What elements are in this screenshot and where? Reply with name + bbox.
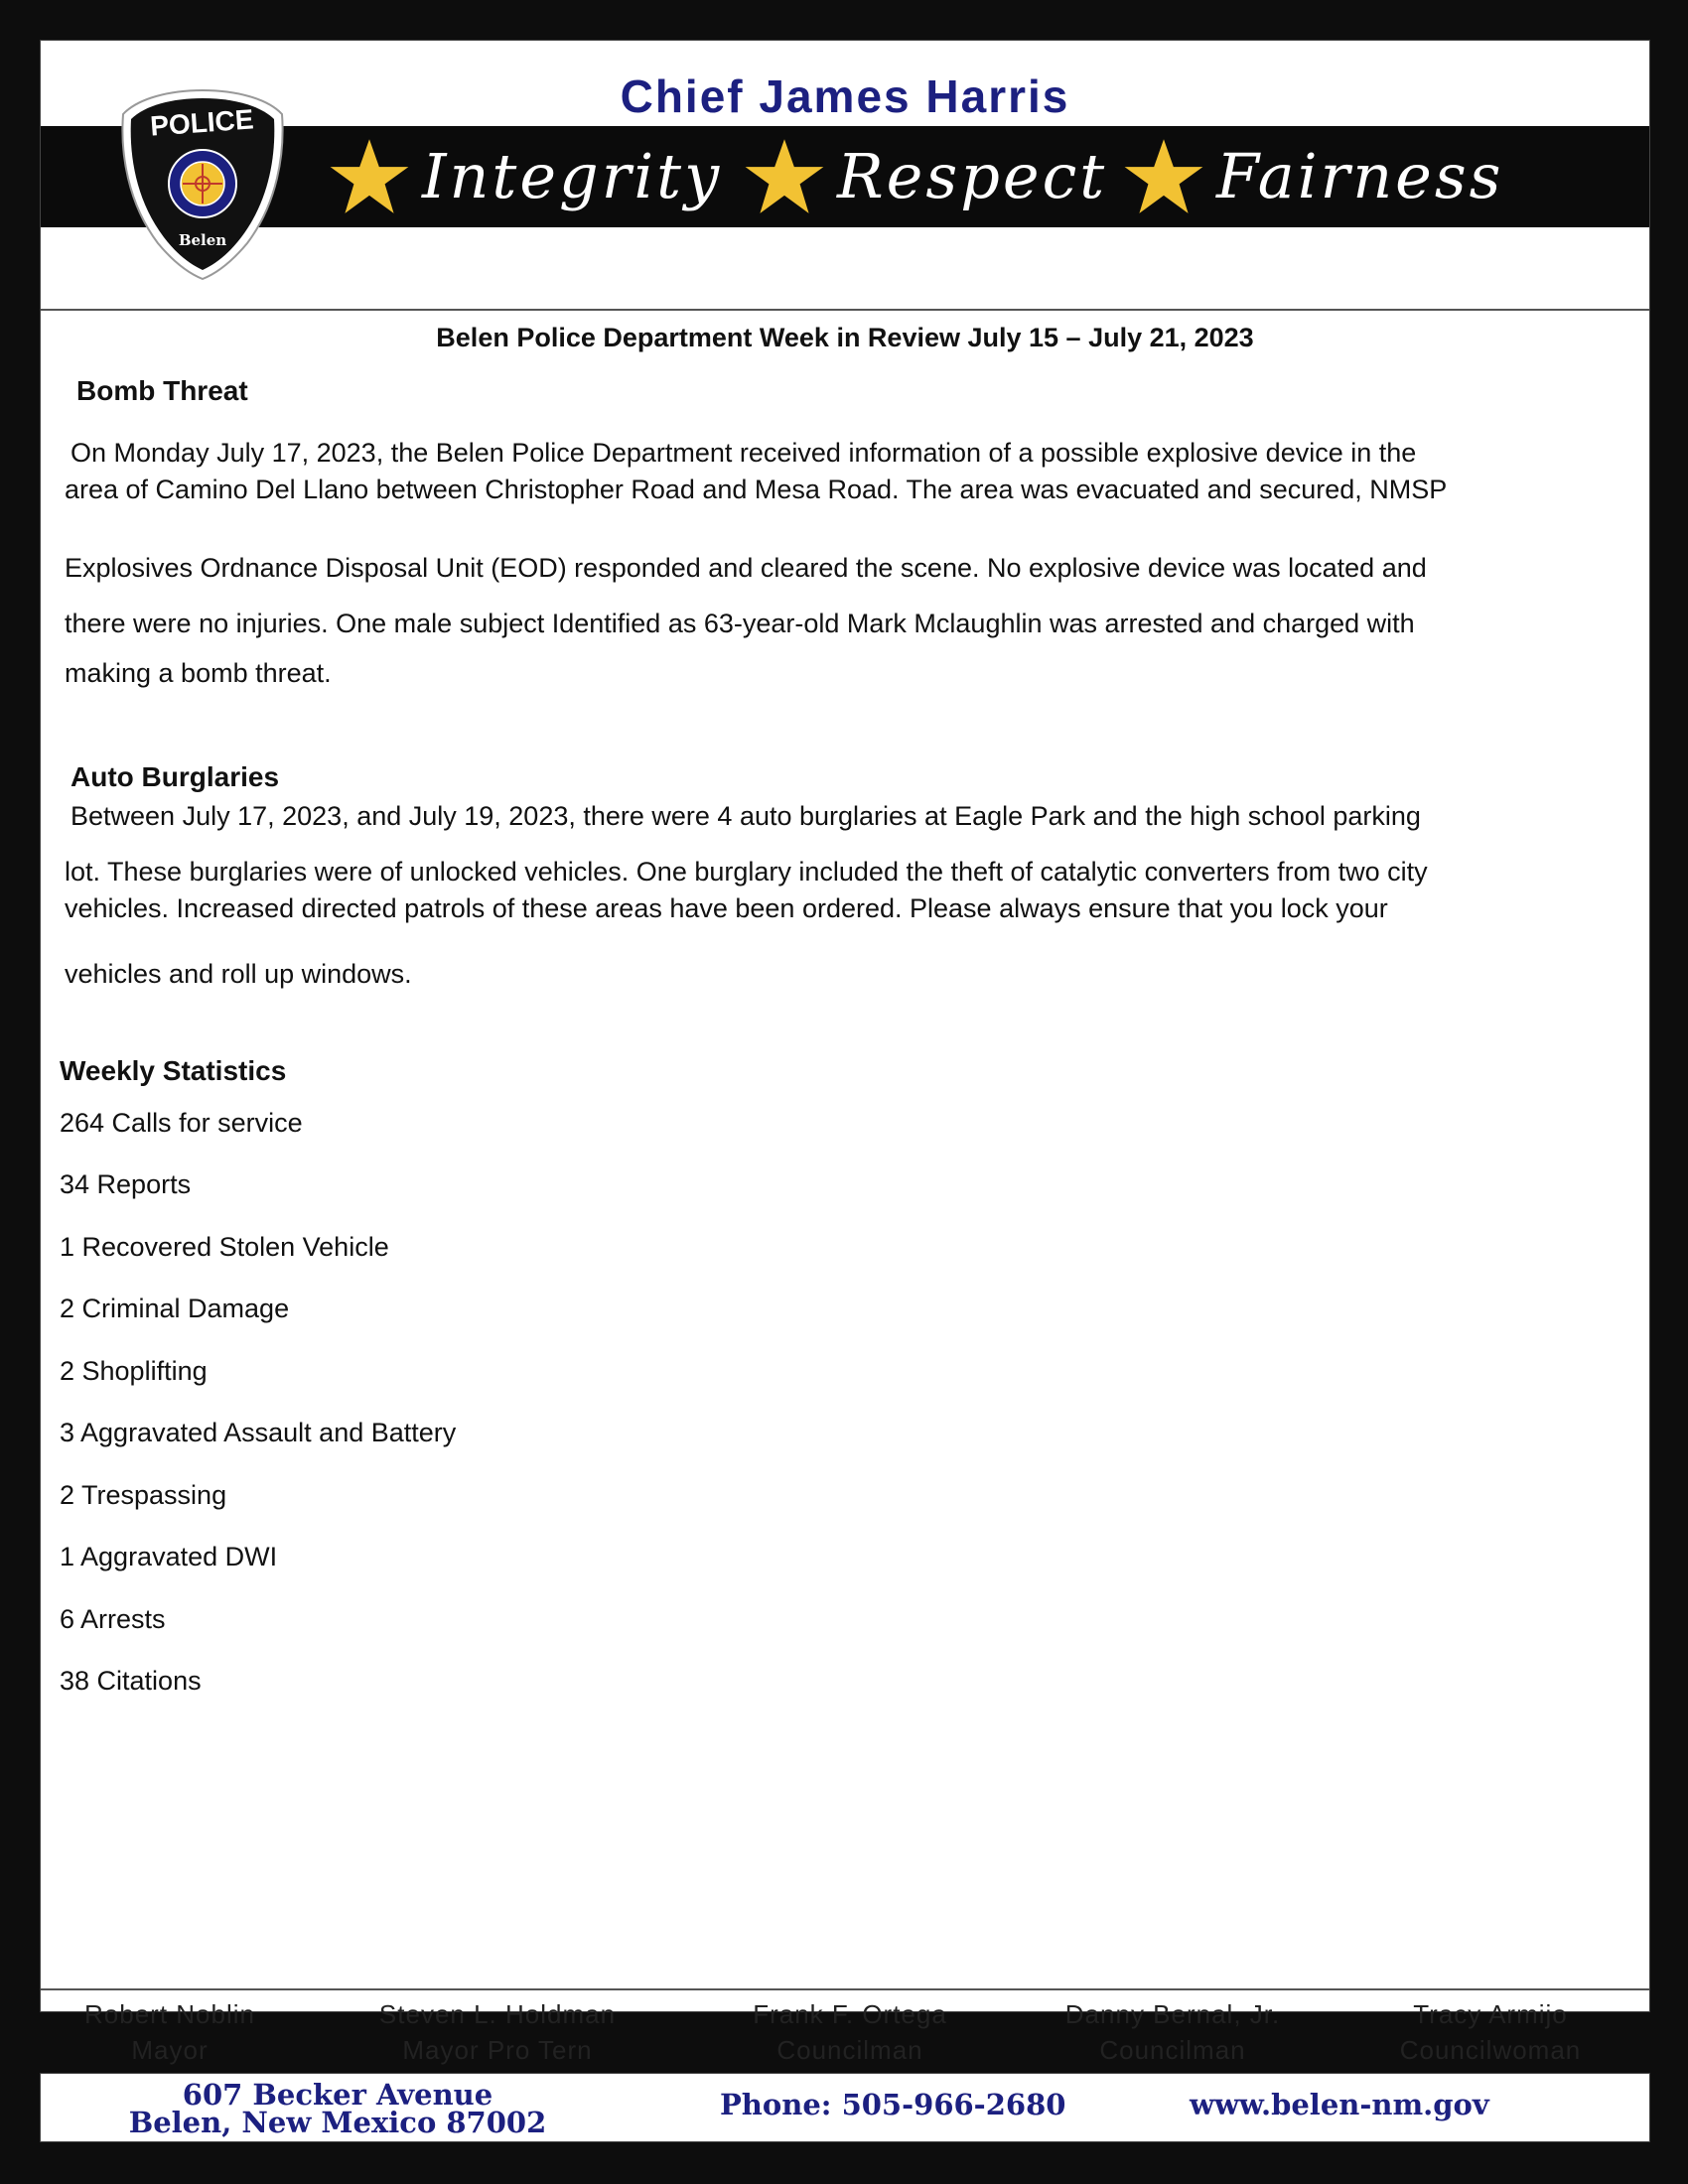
statistic-item: 2 Shoplifting	[60, 1356, 208, 1386]
official-title: Mayor Pro Tern	[402, 2035, 593, 2065]
section-heading-bomb-threat: Bomb Threat	[76, 375, 248, 406]
section-heading-weekly-statistics: Weekly Statistics	[60, 1055, 287, 1086]
official-name: Steven L. Holdman	[378, 1999, 617, 2029]
motto-respect	[744, 126, 1107, 227]
chief-name: Chief James Harris	[620, 70, 1070, 122]
star-icon	[329, 136, 410, 217]
website-link[interactable]: www.belen-nm.gov	[1190, 2088, 1489, 2121]
footer-divider	[41, 1988, 1649, 1990]
motto-word: Respect	[837, 140, 1108, 212]
statistic-item: 6 Arrests	[60, 1604, 166, 1634]
motto-integrity	[329, 126, 722, 227]
official-title: Mayor	[131, 2035, 209, 2065]
official-mayor-pro-tem	[339, 1996, 656, 2068]
official-councilman-ortega	[701, 1996, 999, 2068]
svg-text:Belen: Belen	[178, 231, 227, 249]
star-icon	[744, 136, 825, 217]
official-name: Robert Noblin	[84, 1999, 255, 2029]
week-in-review-title: Belen Police Department Week in Review July 15 – July 21, 2023	[436, 323, 1254, 352]
statistic-item: 2 Criminal Damage	[60, 1294, 290, 1323]
official-title: Councilman	[776, 2035, 923, 2065]
motto-fairness	[1123, 126, 1504, 227]
statistic-item: 38 Citations	[60, 1666, 202, 1696]
paragraph-line: On Monday July 17, 2023, the Belen Police Department received information of a possible explosive device in the	[70, 438, 1417, 468]
paragraph-line: Explosives Ordnance Disposal Unit (EOD) responded and cleared the scene. No explosive device was located and	[65, 553, 1427, 583]
official-title: Councilman	[1099, 2035, 1246, 2065]
phone-number: Phone: 505-966-2680	[720, 2088, 1066, 2121]
section-heading-auto-burglaries: Auto Burglaries	[70, 761, 280, 792]
svg-text:POLICE: POLICE	[149, 103, 255, 142]
statistic-item: 3 Aggravated Assault and Battery	[60, 1418, 457, 1447]
header-divider	[41, 309, 1649, 311]
motto-word: Integrity	[422, 140, 723, 212]
paragraph-line: area of Camino Del Llano between Christopher Road and Mesa Road. The area was evacuated and secured, NMSP	[65, 475, 1448, 504]
address-line: Belen, New Mexico 87002	[128, 2106, 547, 2139]
statistic-item: 264 Calls for service	[60, 1108, 303, 1138]
paragraph-line: vehicles and roll up windows.	[65, 959, 412, 989]
official-title: Councilwoman	[1399, 2035, 1582, 2065]
police-badge-logo	[118, 84, 287, 283]
address-line: 607 Becker Avenue	[182, 2078, 493, 2112]
official-councilwoman-armijo	[1351, 1996, 1629, 2068]
official-councilman-bernal	[1014, 1996, 1332, 2068]
official-name: Frank F. Ortega	[753, 1999, 947, 2029]
official-name: Tracy Armijo	[1413, 1999, 1568, 2029]
statistic-item: 1 Recovered Stolen Vehicle	[60, 1232, 389, 1262]
paragraph-line: lot. These burglaries were of unlocked vehicles. One burglary included the theft of catalytic converters from two city	[65, 857, 1428, 887]
document-page	[40, 40, 1650, 2065]
star-icon	[1123, 136, 1204, 217]
official-mayor	[41, 1996, 299, 2068]
paragraph-line: making a bomb threat.	[65, 658, 332, 688]
statistic-item: 1 Aggravated DWI	[60, 1542, 278, 1571]
statistic-item: 2 Trespassing	[60, 1480, 227, 1510]
paragraph-line: there were no injuries. One male subject Identified as 63-year-old Mark Mclaughlin was arrested and charged with	[65, 609, 1415, 638]
paragraph-line: Between July 17, 2023, and July 19, 2023, there were 4 auto burglaries at Eagle Park and the high school parking	[70, 801, 1421, 831]
address	[99, 2078, 576, 2139]
paragraph-line: vehicles. Increased directed patrols of these areas have been ordered. Please always ensure that you lock your	[65, 893, 1388, 923]
statistic-item: 34 Reports	[60, 1169, 192, 1199]
official-name: Danny Bernal, Jr.	[1064, 1999, 1281, 2029]
motto-word: Fairness	[1216, 140, 1504, 212]
